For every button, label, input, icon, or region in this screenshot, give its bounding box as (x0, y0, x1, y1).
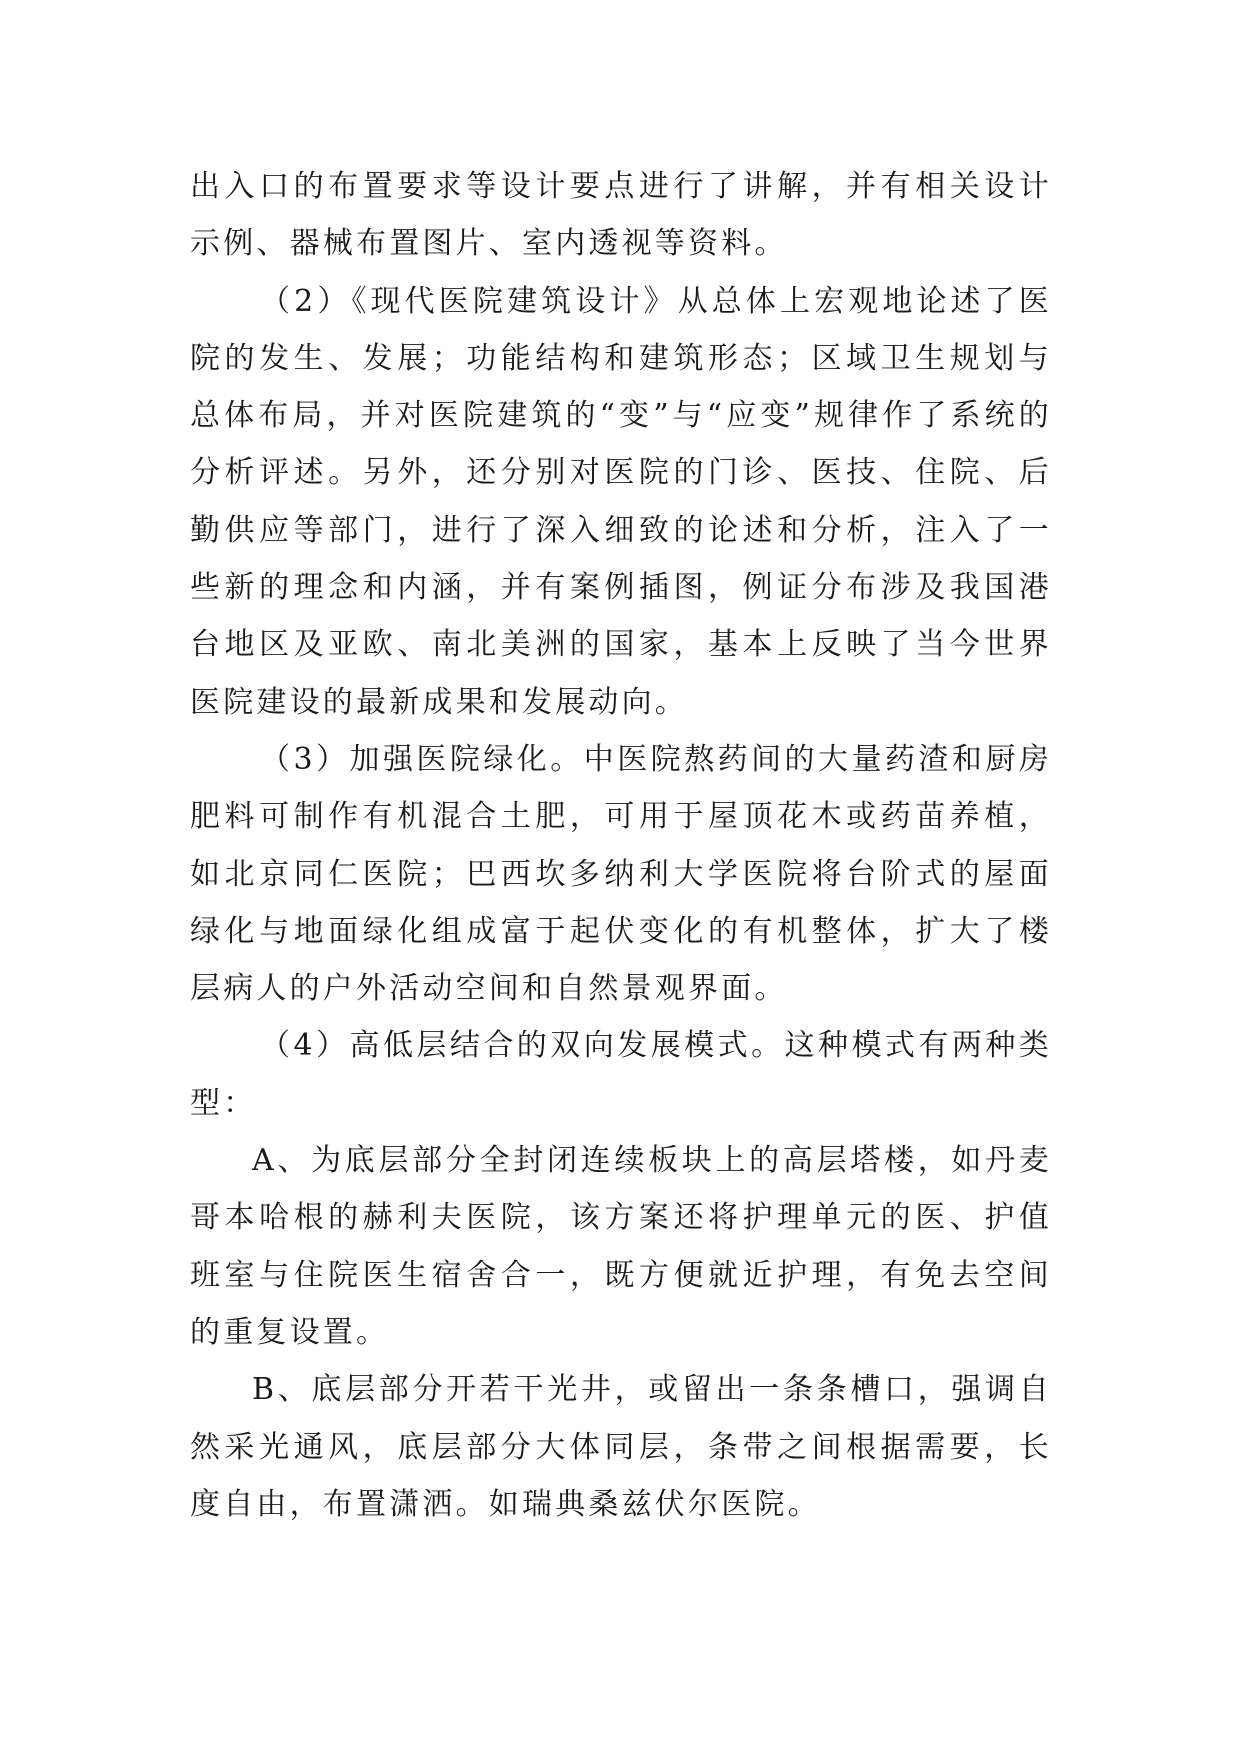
paragraph-type-a: A、为底层部分全封闭连续板块上的高层塔楼，如丹麦哥本哈根的赫利夫医院，该方案还将护理单元的医、护值班室与住院医生宿舍合一，既方便就近护理，有免去空间的重复设置。 (190, 1143, 1052, 1350)
paragraph-continuation: 出入口的布置要求等设计要点进行了讲解，并有相关设计示例、器械布置图片、室内透视等资料。 (190, 169, 1052, 262)
document-body (190, 158, 1052, 1533)
paragraph-item-2: （2）《现代医院建筑设计》从总体上宏观地论述了医院的发生、发展；功能结构和建筑形态；区域卫生规划与总体布局，并对医院建筑的“变”与“应变”规律作了系统的分析评述。另外，还分别对医院的门诊、医技、住院、后勤供应等部门，进行了深入细致的论述和分析，注入了一些新的理念和内涵，并有案例插图，例证分布涉及我国港台地区及亚欧、南北美洲的国家，基本上反映了当今世界医院建设的最新成果和发展动向。 (190, 283, 1052, 720)
paragraph-item-4: （4）高低层结合的双向发展模式。这种模式有两种类型： (190, 1028, 1052, 1121)
paragraph-type-b: B、底层部分开若干光井，或留出一条条槽口，强调自然采光通风，底层部分大体同层，条带之间根据需要，长度自由，布置潇洒。如瑞典桑兹伏尔医院。 (190, 1372, 1052, 1522)
paragraph-item-3: （3）加强医院绿化。中医院熬药间的大量药渣和厨房肥料可制作有机混合土肥，可用于屋顶花木或药苗养植，如北京同仁医院；巴西坎多纳利大学医院将台阶式的屋面绿化与地面绿化组成富于起伏变化的有机整体，扩大了楼层病人的户外活动空间和自然景观界面。 (190, 741, 1052, 1007)
